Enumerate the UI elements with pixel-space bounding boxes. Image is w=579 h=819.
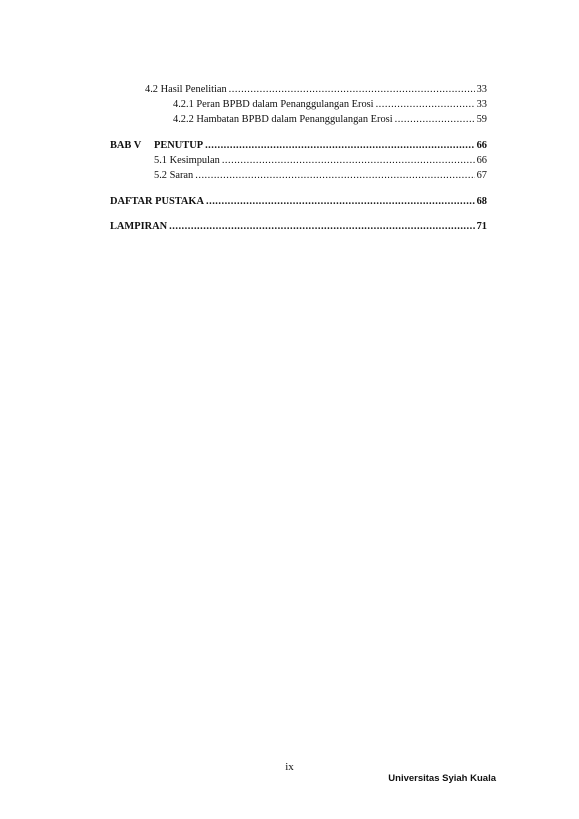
toc-entry-4-2-2 [173,114,487,126]
toc-entry-page: 68 [476,196,487,207]
toc-chapter-number: BAB V [110,140,142,151]
toc-entry-label: 5.2 Saran [154,170,194,181]
toc-entry-label: 4.2 Hasil Penelitian [145,84,227,95]
toc-entry-5-2 [154,170,487,182]
toc-entry-page: 33 [476,84,487,95]
toc-leader-dots [229,84,475,96]
toc-leader-dots [195,170,474,182]
toc-leader-dots [222,155,475,167]
toc-entry-page: 67 [476,170,487,181]
toc-entry-page: 33 [476,99,487,110]
toc-entry-label: 4.2.2 Hambatan BPBD dalam Penanggulangan Erosi [173,114,393,125]
toc-entry-page: 66 [476,140,487,151]
page-number: ix [285,761,294,773]
toc-leader-dots [206,196,475,208]
toc-entry-5-1 [154,155,487,167]
toc-leader-dots [169,221,474,233]
toc-entry-daftar-pustaka [110,196,487,208]
toc-entry-lampiran [110,221,487,233]
toc-entry-label: 4.2.1 Peran BPBD dalam Penanggulangan Erosi [173,99,374,110]
toc-leader-dots [376,99,475,111]
toc-entry-4-2 [145,84,487,96]
toc-entry-label: PENUTUP [154,140,204,151]
toc-entry-label: 5.1 Kesimpulan [154,155,220,166]
toc-entry-label: LAMPIRAN [110,221,168,232]
toc-entry-page: 66 [476,155,487,166]
toc-entry-page: 59 [476,114,487,125]
toc-chapter-heading [110,140,203,152]
toc-entry-page: 71 [476,221,487,232]
toc-entry-label: DAFTAR PUSTAKA [110,196,204,207]
institution-watermark: Universitas Syiah Kuala [388,773,496,784]
toc-leader-dots [395,114,475,126]
toc-leader-dots [205,140,475,152]
toc-entry-bab-v [110,140,487,152]
toc-entry-4-2-1 [173,99,487,111]
